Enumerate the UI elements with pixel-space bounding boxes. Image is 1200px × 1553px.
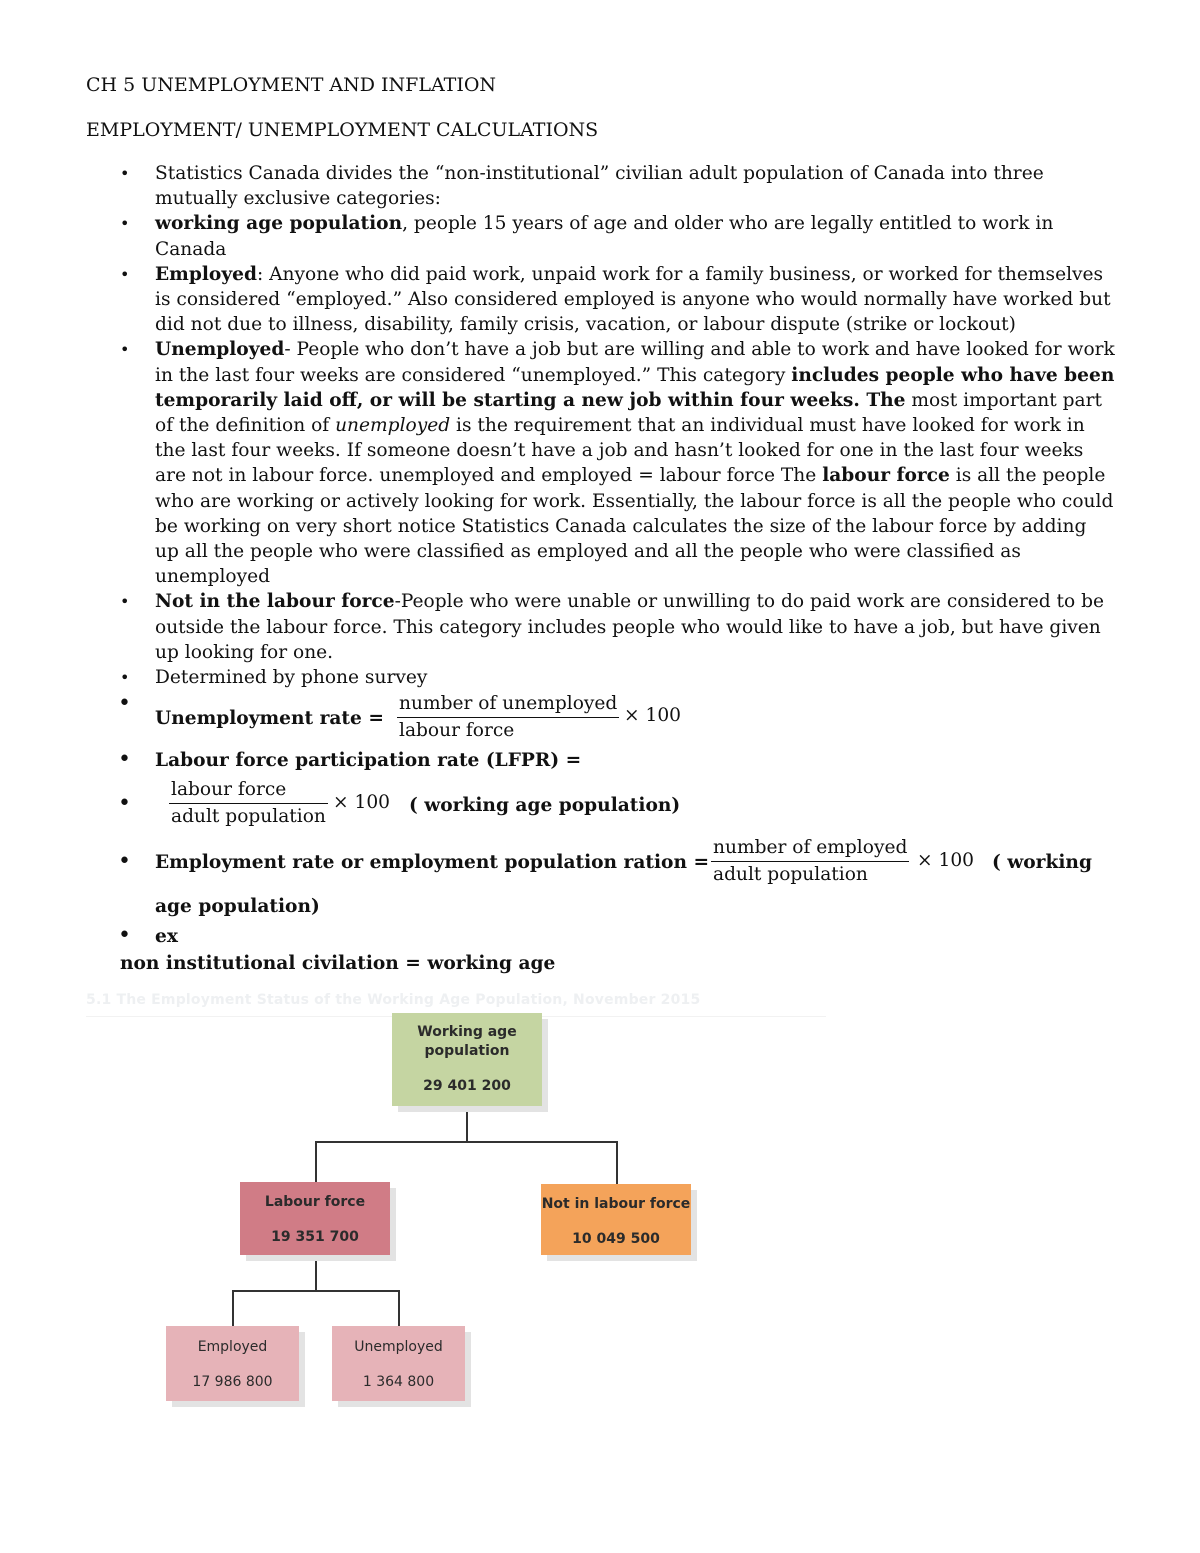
fraction-denominator: labour force bbox=[399, 720, 515, 741]
multiplier: × 100 bbox=[917, 850, 974, 871]
box-label: Not in labour force bbox=[541, 1196, 691, 1212]
fraction-denominator: adult population bbox=[171, 806, 326, 827]
fraction bbox=[169, 777, 328, 830]
multiplier: × 100 bbox=[624, 705, 681, 726]
bullet-icon: • bbox=[118, 923, 131, 948]
bullet-icon: • bbox=[118, 691, 131, 716]
box-value: 29 401 200 bbox=[423, 1078, 511, 1094]
bullet-icon: • bbox=[118, 849, 131, 874]
formula-note: ( working age population) bbox=[409, 795, 681, 816]
not-in-labour-force-box bbox=[541, 1184, 691, 1255]
list-item-text: Determined by phone survey bbox=[155, 667, 428, 689]
chapter-heading: CH 5 UNEMPLOYMENT AND INFLATION bbox=[86, 74, 497, 96]
box-value: 1 364 800 bbox=[362, 1374, 435, 1390]
list-item-text: most important part of the definition of bbox=[155, 389, 1103, 437]
term-working-age: working age population bbox=[155, 213, 403, 235]
list-item bbox=[115, 161, 1115, 211]
fraction-numerator: number of unemployed bbox=[397, 691, 619, 718]
list-item bbox=[115, 337, 1115, 589]
fraction-numerator: labour force bbox=[169, 777, 328, 804]
list-item-text: Statistics Canada divides the “non-institutional” civilian adult population of Canada into three mutually exclusive categories: bbox=[155, 163, 1044, 210]
working-age-population-box bbox=[392, 1013, 542, 1106]
formula-label: Employment rate or employment population ration = bbox=[155, 852, 710, 873]
unemployed-box bbox=[332, 1326, 465, 1401]
box-label: population bbox=[424, 1043, 510, 1059]
connector-line bbox=[315, 1141, 618, 1143]
box-label: Labour force bbox=[264, 1194, 366, 1210]
formula-label: Labour force participation rate (LFPR) = bbox=[155, 750, 582, 771]
fraction-numerator: number of employed bbox=[711, 835, 909, 862]
connector-line bbox=[616, 1141, 618, 1184]
formula-label: Unemployment rate = bbox=[155, 708, 384, 729]
connector-line bbox=[232, 1290, 234, 1326]
term-employed: Employed bbox=[155, 263, 257, 285]
list-item bbox=[115, 589, 1115, 665]
term-not-in-labour-force: Not in the labour force bbox=[155, 591, 395, 613]
multiplier: × 100 bbox=[333, 792, 390, 813]
list-item bbox=[115, 262, 1115, 338]
labour-force-box bbox=[240, 1182, 390, 1255]
box-label: Employed bbox=[197, 1339, 268, 1355]
emphasis-text: includes people who have been temporarily laid off, or will be starting a new job within four weeks. The bbox=[155, 364, 1115, 411]
figure-caption: 5.1 The Employment Status of the Working Age Population, November 2015 bbox=[86, 992, 701, 1008]
box-value: 17 986 800 bbox=[192, 1374, 273, 1390]
connector-line bbox=[315, 1255, 317, 1291]
fraction bbox=[711, 835, 909, 888]
italic-term: unemployed bbox=[335, 415, 451, 437]
box-value: 10 049 500 bbox=[572, 1231, 660, 1247]
formula-note: age population) bbox=[155, 896, 320, 917]
formula-note: ( working bbox=[992, 852, 1092, 873]
bullet-icon: • bbox=[118, 747, 131, 772]
section-heading: EMPLOYMENT/ UNEMPLOYMENT CALCULATIONS bbox=[86, 119, 599, 141]
box-label: Working age bbox=[417, 1024, 517, 1040]
employed-box bbox=[166, 1326, 299, 1401]
non-institutional-note: non institutional civilation = working age bbox=[120, 953, 556, 974]
list-item-text: - People who don’t have a job but are willing and able to work and have looked for work in the last four weeks are considered “unemployed.” This category bbox=[155, 339, 1115, 386]
connector-line bbox=[398, 1290, 400, 1326]
definitions-list bbox=[115, 161, 1115, 690]
term-unemployed: Unemployed bbox=[155, 339, 285, 361]
connector-line bbox=[232, 1290, 400, 1292]
term-labour-force: labour force bbox=[822, 465, 950, 487]
example-text: ex bbox=[155, 926, 178, 947]
box-value: 19 351 700 bbox=[271, 1229, 359, 1245]
list-item-text: : Anyone who did paid work, unpaid work for a family business, or worked for themselves is considered “employed.” Also considered employed is anyone who would normally have worked but did not due to illness, disability, family crisis, vacation, or labour dispute (strike or lockout) bbox=[155, 263, 1111, 336]
connector-line bbox=[466, 1106, 468, 1142]
connector-line bbox=[315, 1141, 317, 1182]
list-item-text: -People who were unable or unwilling to do paid work are considered to be outside the labour force. This category includes people who would like to have a job, but have given up looking for one. bbox=[155, 591, 1105, 663]
bullet-icon: • bbox=[118, 791, 131, 816]
list-item-text: is the requirement that an individual must have looked for work in the last four weeks. If someone doesn’t have a job and hasn’t looked for one in the last four weeks are not in labour force. unemployed and employed = labour force The bbox=[155, 415, 1085, 487]
list-item bbox=[115, 211, 1115, 261]
box-label: Unemployed bbox=[354, 1339, 443, 1355]
list-item-text: , people 15 years of age and older who are legally entitled to work in Canada bbox=[155, 213, 1054, 260]
list-item bbox=[115, 665, 1115, 690]
fraction bbox=[397, 691, 619, 744]
fraction-denominator: adult population bbox=[713, 864, 868, 885]
list-item-text: is all the people who are working or actively looking for work. Essentially, the labour force is all the people who could be working on very short notice Statistics Canada calculates the size of the labour force by adding up all the people who were classified as employed and all the people who were classified as unemployed bbox=[155, 465, 1114, 588]
